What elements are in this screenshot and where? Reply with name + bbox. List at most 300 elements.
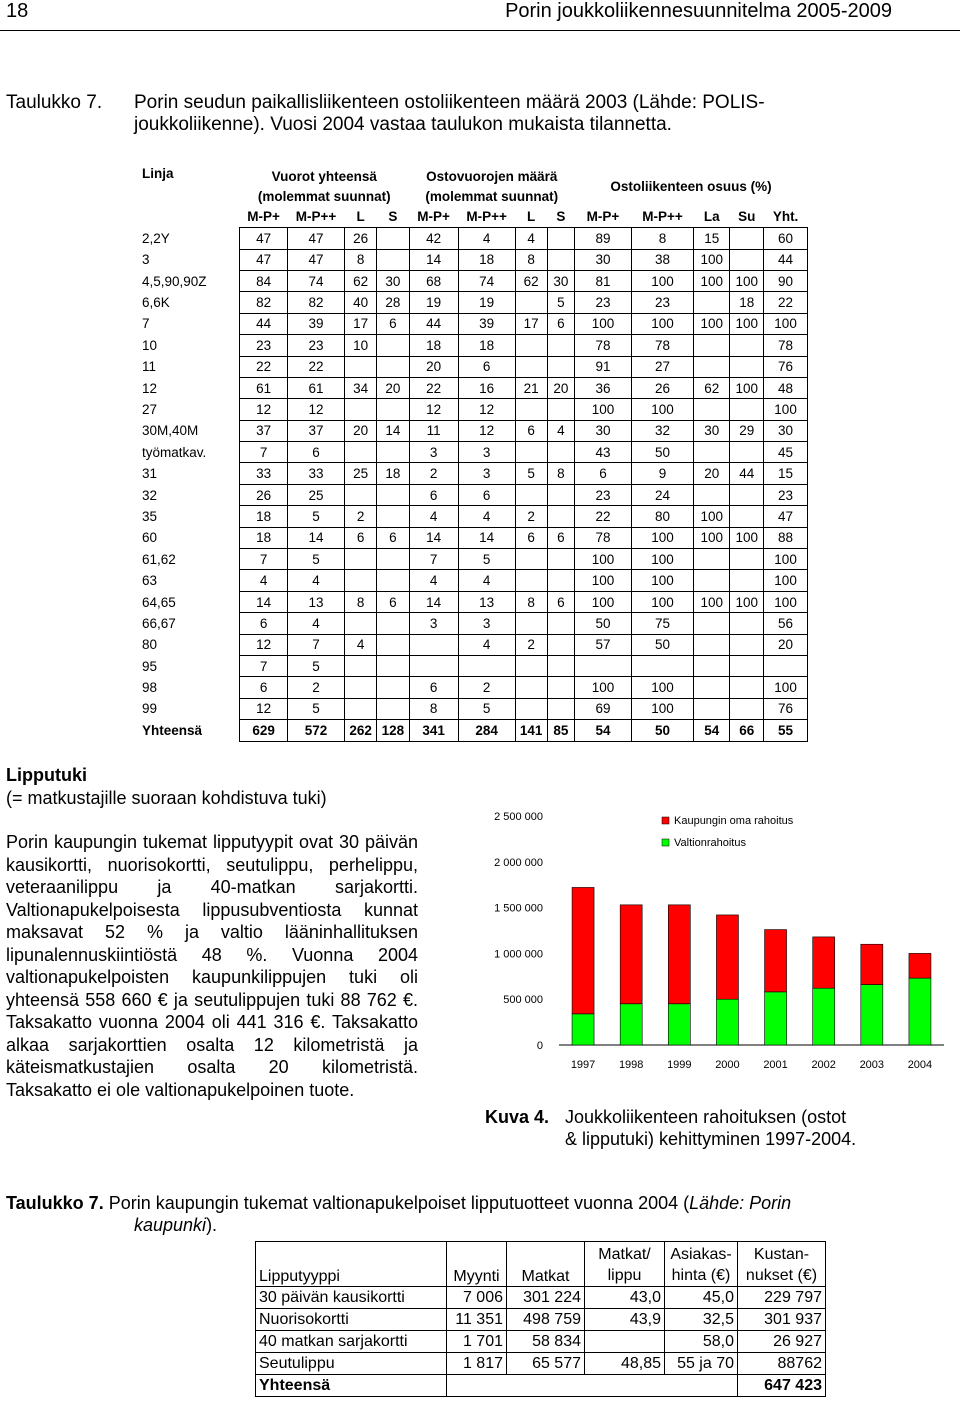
bar-kaupungin-oma-rahoitus-1998 [620, 905, 642, 1004]
value-cell: 262 [344, 720, 376, 741]
table2-total-row [256, 1375, 826, 1397]
value-cell [344, 613, 376, 634]
value-cell [377, 613, 409, 634]
value-cell: 23 [288, 335, 345, 356]
value-cell [377, 484, 409, 505]
value-cell: 284 [458, 720, 515, 741]
value-cell: 44 [730, 463, 764, 484]
table2-row [256, 1309, 826, 1331]
value-cell [344, 570, 376, 591]
line-cell: 66,67 [142, 615, 176, 631]
col-linja: Linja [142, 166, 174, 181]
table-row [139, 655, 808, 676]
table-row [139, 698, 808, 719]
table2-header-cell: Myynti [447, 1242, 507, 1287]
value-cell: 22 [575, 506, 632, 527]
value-cell: 82 [288, 292, 345, 313]
subheader-row [139, 207, 808, 228]
value-cell: 18 [377, 463, 409, 484]
subheader-cell: L [527, 209, 536, 225]
value-cell [344, 442, 376, 463]
value-cell [694, 677, 730, 698]
line-cell: 30M,40M [142, 423, 199, 439]
line-cell: 32 [142, 487, 158, 503]
table2-header-row [256, 1242, 826, 1287]
value-cell: 6 [377, 591, 409, 612]
value-cell [515, 335, 547, 356]
line-cell: 10 [142, 337, 158, 353]
lipputuki-section [6, 764, 418, 1101]
value-cell [377, 335, 409, 356]
value-cell: 100 [575, 570, 632, 591]
value-cell [730, 399, 764, 420]
value-cell: 55 [764, 720, 808, 741]
value-cell: 74 [458, 270, 515, 291]
value-cell: 43,9 [585, 1309, 665, 1331]
document-title: Porin joukkoliikennesuunnitelma 2005-2009 [505, 0, 892, 22]
value-cell [547, 570, 574, 591]
line-cell: 80 [142, 637, 158, 653]
value-cell: 30 [377, 270, 409, 291]
y-tick-label: 2 500 000 [494, 811, 543, 823]
value-cell [515, 442, 547, 463]
value-cell: 85 [547, 720, 574, 741]
figure-caption-line1: Joukkoliikenteen rahoituksen (ostot [565, 1107, 847, 1127]
value-cell [694, 484, 730, 505]
value-cell: 8 [631, 228, 693, 249]
value-cell: 82 [240, 292, 288, 313]
value-cell [409, 655, 458, 676]
value-cell: 47 [288, 228, 345, 249]
value-cell: 30 [764, 420, 808, 441]
line-cell: 63 [142, 573, 158, 589]
value-cell: 38 [631, 249, 693, 270]
value-cell: 12 [240, 634, 288, 655]
value-cell: 18 [409, 335, 458, 356]
table2-header-cell: Matkat [507, 1242, 585, 1287]
line-cell: 7 [142, 316, 150, 332]
value-cell [694, 634, 730, 655]
value-cell: 6 [575, 463, 632, 484]
value-cell: 30 [694, 420, 730, 441]
value-cell: 33 [288, 463, 345, 484]
value-cell [515, 613, 547, 634]
value-cell: 25 [288, 484, 345, 505]
line-cell: 11 [142, 359, 157, 375]
x-tick-label: 1998 [618, 1059, 644, 1071]
value-cell: 6 [377, 527, 409, 548]
value-cell: 100 [730, 377, 764, 398]
value-cell: 37 [240, 420, 288, 441]
value-cell: 100 [631, 313, 693, 334]
value-cell [730, 228, 764, 249]
value-cell: 2 [288, 677, 345, 698]
value-cell [730, 335, 764, 356]
value-cell: 55 ja 70 [665, 1353, 738, 1375]
table-row [139, 549, 808, 570]
value-cell [547, 506, 574, 527]
value-cell: 100 [631, 677, 693, 698]
value-cell: 91 [575, 356, 632, 377]
value-cell [458, 655, 515, 676]
value-cell: 20 [764, 634, 808, 655]
figure-caption-line2: & lipputuki) kehittyminen 1997-2004. [565, 1129, 857, 1149]
table-row [139, 420, 808, 441]
value-cell: 20 [344, 420, 376, 441]
subheader-cell: Su [738, 209, 756, 225]
value-cell: 6 [409, 677, 458, 698]
value-cell [377, 655, 409, 676]
value-cell [694, 698, 730, 719]
subheader-cell: M-P++ [466, 209, 507, 225]
value-cell [547, 442, 574, 463]
value-cell: 76 [764, 698, 808, 719]
bar-kaupungin-oma-rahoitus-1999 [668, 905, 690, 1004]
value-cell: 7 [288, 634, 345, 655]
value-cell: 6 [458, 356, 515, 377]
value-cell: 229 797 [738, 1287, 826, 1309]
subheader-cell: M-P+ [586, 209, 620, 225]
value-cell [547, 613, 574, 634]
value-cell: 26 [240, 484, 288, 505]
total-label: Yhteensä [256, 1375, 447, 1397]
group-ostovuorot-sub: (molemmat suunnat) [425, 189, 559, 205]
bar-kaupungin-oma-rahoitus-2002 [813, 937, 835, 988]
value-cell: 32 [631, 420, 693, 441]
value-cell: 7 [240, 442, 288, 463]
value-cell: 2 [409, 463, 458, 484]
value-cell [694, 655, 730, 676]
value-cell: 5 [288, 549, 345, 570]
y-tick-label: 500 000 [503, 994, 543, 1007]
table2-caption-source: Lähde: Porin [689, 1193, 792, 1213]
value-cell: 43,0 [585, 1287, 665, 1309]
value-cell [730, 356, 764, 377]
value-cell: 341 [409, 720, 458, 741]
table2-caption-source-2: kaupunki [134, 1215, 207, 1235]
value-cell: 48,85 [585, 1353, 665, 1375]
value-cell [547, 698, 574, 719]
value-cell: 100 [730, 270, 764, 291]
empty-cell [447, 1375, 507, 1397]
value-cell [547, 249, 574, 270]
table2-caption-label: Taulukko 7. [6, 1193, 104, 1213]
table-row [139, 613, 808, 634]
value-cell [694, 399, 730, 420]
value-cell: 100 [764, 549, 808, 570]
value-cell: 17 [344, 313, 376, 334]
value-cell [515, 399, 547, 420]
value-cell: 89 [575, 228, 632, 249]
value-cell: 100 [730, 591, 764, 612]
subheader-cell: M-P++ [642, 209, 683, 225]
value-cell: 12 [288, 399, 345, 420]
line-cell: 12 [142, 380, 158, 396]
value-cell [547, 655, 574, 676]
table-row [139, 249, 808, 270]
value-cell: 6 [547, 591, 574, 612]
value-cell: 629 [240, 720, 288, 741]
lipputuki-body: Porin kaupungin tukemat lipputyypit ovat 30 päivän kausikortti, nuorisokortti, seutulippu, perhelippu, veteraanilippu ja 40-matkan sarjakortti. Valtionapukelpoisesta lippusubventiosta kunnat maksavat 52 % ja valtio lääninhallituksen lipunalennuskiintiöstä 48 %. Vuonna 2004 valtionapukelpoisten kaupunkilippujen tuki oli yhteensä 558 660 € ja seutulippujen tuki 88 762 €. Taksakatto vuonna 2004 oli 441 316 €. Taksakatto alkaa sarjakorttien osalta 12 kilometristä ja käteismatkustajien osalta 20 kilometristä. Taksakatto ei ole valtionapukelpoinen tuote. [6, 832, 418, 1100]
value-cell [694, 356, 730, 377]
value-cell: 45 [764, 442, 808, 463]
value-cell: 44 [764, 249, 808, 270]
value-cell: 25 [344, 463, 376, 484]
table-row [139, 570, 808, 591]
value-cell: 17 [515, 313, 547, 334]
x-tick-label: 2000 [715, 1059, 740, 1071]
value-cell [515, 698, 547, 719]
value-cell: 12 [240, 399, 288, 420]
subheader-cell: Yht. [772, 209, 799, 225]
value-cell [730, 655, 764, 676]
table-row [139, 356, 808, 377]
value-cell: 14 [409, 591, 458, 612]
table-row [139, 527, 808, 548]
value-cell [409, 634, 458, 655]
value-cell: 23 [240, 335, 288, 356]
value-cell [377, 399, 409, 420]
group-vuorot: Vuorot yhteensä [271, 168, 377, 184]
value-cell: 6 [240, 677, 288, 698]
value-cell [730, 506, 764, 527]
subheader-cell: M-P++ [295, 209, 337, 225]
value-cell: 62 [344, 270, 376, 291]
value-cell: 3 [458, 613, 515, 634]
value-cell: 78 [575, 335, 632, 356]
value-cell [694, 549, 730, 570]
table2-caption [6, 1192, 946, 1236]
value-cell: 14 [458, 527, 515, 548]
value-cell [694, 442, 730, 463]
line-cell: 6,6K [142, 295, 170, 311]
header-rule [0, 30, 960, 31]
funding-chart [477, 800, 957, 1075]
value-cell: 100 [694, 591, 730, 612]
value-cell [344, 399, 376, 420]
value-cell: 43 [575, 442, 632, 463]
value-cell: 58,0 [665, 1331, 738, 1353]
total-row [139, 720, 808, 741]
ticket-type-cell: Nuorisokortti [256, 1309, 447, 1331]
value-cell: 6 [547, 527, 574, 548]
value-cell: 572 [288, 720, 345, 741]
value-cell: 37 [288, 420, 345, 441]
legend-label: Valtionrahoitus [674, 837, 746, 849]
value-cell [377, 356, 409, 377]
y-tick-label: 2 000 000 [494, 856, 543, 869]
x-tick-label: 2002 [811, 1059, 836, 1071]
value-cell: 13 [288, 591, 345, 612]
lipputuotteet-table [255, 1241, 826, 1397]
value-cell: 26 [631, 377, 693, 398]
line-cell: 61,62 [142, 551, 176, 567]
value-cell: 3 [458, 463, 515, 484]
group-ostovuorot: Ostovuorojen määrä [426, 168, 558, 184]
subheader-cell: L [356, 209, 365, 225]
value-cell: 6 [515, 420, 547, 441]
value-cell: 20 [694, 463, 730, 484]
ticket-type-cell: 30 päivän kausikortti [256, 1287, 447, 1309]
value-cell: 100 [575, 313, 632, 334]
bar-kaupungin-oma-rahoitus-2001 [765, 930, 787, 992]
value-cell: 15 [694, 228, 730, 249]
value-cell: 32,5 [665, 1309, 738, 1331]
value-cell: 12 [240, 698, 288, 719]
value-cell: 29 [730, 420, 764, 441]
value-cell: 6 [409, 484, 458, 505]
value-cell: 20 [409, 356, 458, 377]
value-cell: 47 [764, 506, 808, 527]
bar-kaupungin-oma-rahoitus-2000 [716, 915, 738, 999]
value-cell: 6 [344, 527, 376, 548]
value-cell: 61 [240, 377, 288, 398]
value-cell: 10 [344, 335, 376, 356]
value-cell: 5 [288, 655, 345, 676]
y-tick-label: 1 500 000 [494, 902, 543, 915]
table2-row [256, 1353, 826, 1375]
value-cell [377, 506, 409, 527]
value-cell [631, 655, 693, 676]
value-cell: 6 [547, 313, 574, 334]
value-cell: 24 [631, 484, 693, 505]
empty-cell [507, 1375, 585, 1397]
value-cell: 12 [458, 399, 515, 420]
value-cell: 5 [547, 292, 574, 313]
value-cell: 20 [377, 377, 409, 398]
value-cell: 301 224 [507, 1287, 585, 1309]
line-cell: 99 [142, 701, 158, 717]
table2-header-cell: Matkat/ lippu [585, 1242, 665, 1287]
value-cell: 4 [458, 570, 515, 591]
value-cell: 4 [288, 613, 345, 634]
line-cell: 4,5,90,90Z [142, 273, 207, 289]
value-cell: 40 [344, 292, 376, 313]
value-cell [694, 335, 730, 356]
value-cell: 33 [240, 463, 288, 484]
value-cell: 100 [694, 249, 730, 270]
value-cell: 6 [377, 313, 409, 334]
value-cell: 62 [515, 270, 547, 291]
value-cell: 7 [409, 549, 458, 570]
value-cell: 1 817 [447, 1353, 507, 1375]
value-cell: 16 [458, 377, 515, 398]
table2-header-cell: Lipputyyppi [256, 1242, 447, 1287]
value-cell: 76 [764, 356, 808, 377]
line-cell: 31 [142, 466, 158, 482]
value-cell [547, 484, 574, 505]
page-number: 18 [6, 0, 29, 22]
x-tick-label: 1997 [570, 1059, 596, 1071]
value-cell [547, 356, 574, 377]
value-cell: 20 [547, 377, 574, 398]
value-cell: 28 [377, 292, 409, 313]
value-cell: 21 [515, 377, 547, 398]
value-cell: 69 [575, 698, 632, 719]
value-cell: 6 [240, 613, 288, 634]
value-cell [377, 249, 409, 270]
value-cell [547, 549, 574, 570]
table1-caption [6, 92, 906, 136]
table-row [139, 335, 808, 356]
legend-swatch [662, 839, 669, 846]
value-cell: 50 [575, 613, 632, 634]
group-osuus: Ostoliikenteen osuus (%) [610, 178, 772, 194]
value-cell: 141 [515, 720, 547, 741]
value-cell: 47 [288, 249, 345, 270]
value-cell: 100 [631, 399, 693, 420]
value-cell: 90 [764, 270, 808, 291]
value-cell: 100 [764, 570, 808, 591]
value-cell: 100 [730, 527, 764, 548]
value-cell: 61 [288, 377, 345, 398]
table-row [139, 506, 808, 527]
value-cell [730, 484, 764, 505]
value-cell: 36 [575, 377, 632, 398]
table-row [139, 634, 808, 655]
value-cell [377, 677, 409, 698]
value-cell: 14 [288, 527, 345, 548]
bar-valtionrahoitus-2000 [716, 999, 738, 1045]
page-header [0, 0, 960, 22]
value-cell: 7 006 [447, 1287, 507, 1309]
table2-caption-text: Porin kaupungin tukemat valtionapukelpoiset lipputuotteet vuonna 2004 ( [103, 1193, 690, 1213]
value-cell: 44 [240, 313, 288, 334]
value-cell: 100 [694, 270, 730, 291]
value-cell: 26 927 [738, 1331, 826, 1353]
value-cell: 78 [631, 335, 693, 356]
bar-valtionrahoitus-1998 [620, 1004, 642, 1045]
value-cell: 11 [409, 420, 458, 441]
value-cell: 4 [515, 228, 547, 249]
ostoliikenne-table [139, 166, 808, 742]
value-cell [694, 292, 730, 313]
value-cell: 5 [458, 549, 515, 570]
value-cell [344, 698, 376, 719]
value-cell: 88762 [738, 1353, 826, 1375]
value-cell: 62 [694, 377, 730, 398]
table2-header-cell: Kustan- nukset (€) [738, 1242, 826, 1287]
value-cell: 39 [458, 313, 515, 334]
value-cell [515, 655, 547, 676]
line-cell: 35 [142, 508, 158, 524]
legend-label: Kaupungin oma rahoitus [674, 815, 794, 827]
value-cell: 128 [377, 720, 409, 741]
figure-label: Kuva 4. [485, 1107, 550, 1127]
value-cell: 100 [575, 399, 632, 420]
value-cell: 34 [344, 377, 376, 398]
value-cell: 13 [458, 591, 515, 612]
value-cell: 100 [764, 677, 808, 698]
value-cell: 42 [409, 228, 458, 249]
value-cell [730, 677, 764, 698]
value-cell: 18 [240, 527, 288, 548]
subheader-cell: S [388, 209, 398, 225]
value-cell: 6 [288, 442, 345, 463]
value-cell [547, 228, 574, 249]
value-cell [344, 356, 376, 377]
value-cell [730, 613, 764, 634]
value-cell: 11 351 [447, 1309, 507, 1331]
value-cell: 4 [458, 506, 515, 527]
bar-valtionrahoitus-1997 [572, 1014, 594, 1045]
value-cell: 65 577 [507, 1353, 585, 1375]
value-cell: 81 [575, 270, 632, 291]
bar-valtionrahoitus-2002 [813, 988, 835, 1045]
value-cell: 100 [575, 591, 632, 612]
value-cell: 100 [631, 270, 693, 291]
value-cell: 3 [458, 442, 515, 463]
